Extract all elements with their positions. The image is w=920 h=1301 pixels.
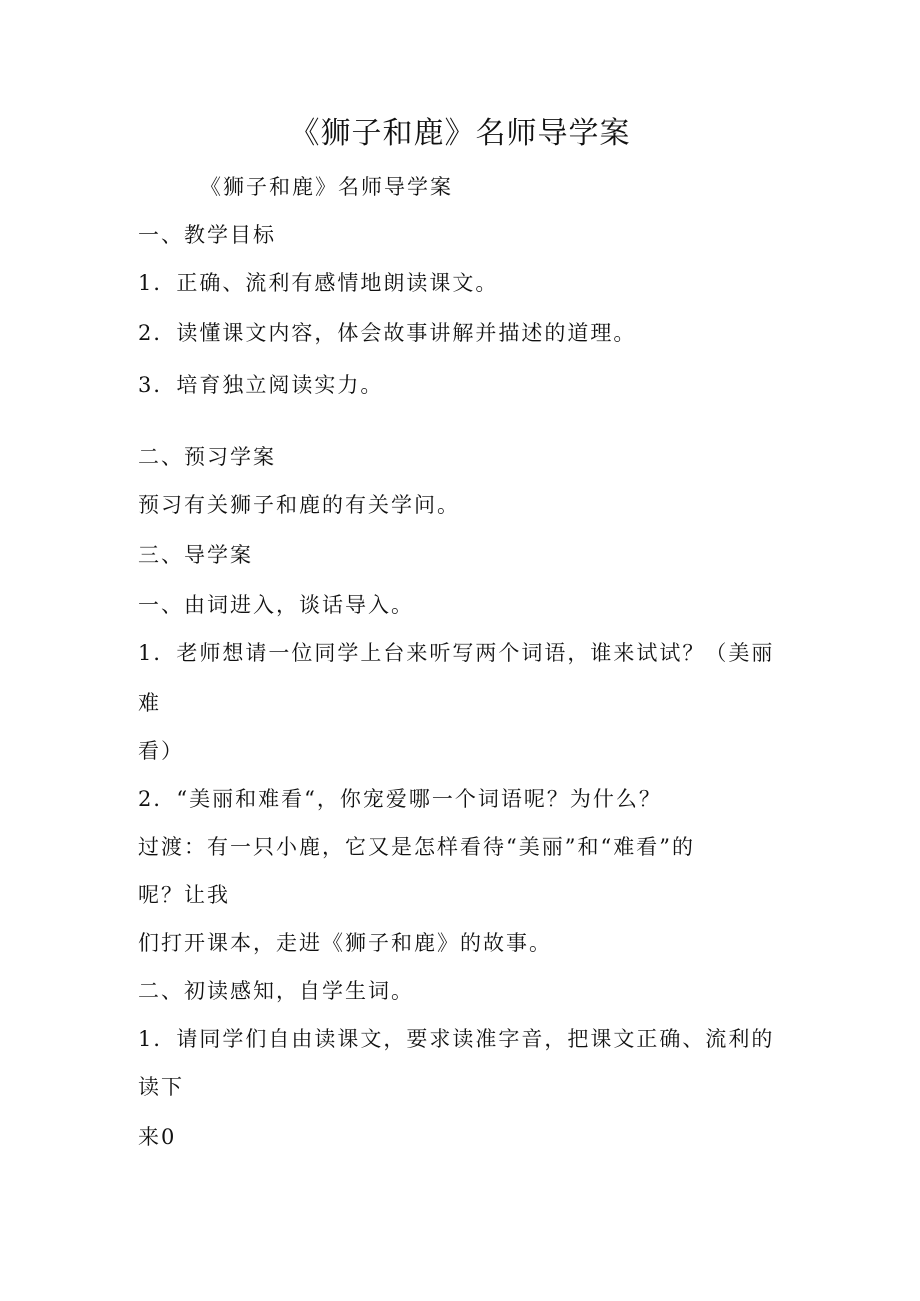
paragraph-line: 2．“美丽和难看“，你宠爱哪一个词语呢？为什么？ <box>138 787 662 811</box>
section-heading-objectives: 一、教学目标 <box>138 223 276 247</box>
paragraph-line: 来0 <box>138 1125 177 1149</box>
step-heading-2: 二、初读感知，自学生词。 <box>138 979 414 1003</box>
preview-text: 预习有关狮子和鹿的有关学问。 <box>138 493 460 517</box>
section-heading-guide: 三、导学案 <box>138 543 253 567</box>
paragraph-line: 读下 <box>138 1075 184 1099</box>
paragraph-line: 难 <box>138 691 161 715</box>
document-title: 《狮子和鹿》名师导学案 <box>289 116 631 151</box>
paragraph-line: 看） <box>138 739 184 763</box>
paragraph-line: 1．请同学们自由读课文，要求读准字音，把课文正确、流利的 <box>138 1027 775 1051</box>
paragraph-line: 过渡：有一只小鹿，它又是怎样看待“美丽”和“难看”的 <box>138 835 695 859</box>
document-subtitle: 《狮子和鹿》名师导学案 <box>200 175 453 199</box>
paragraph-line: 呢？让我 <box>138 883 230 907</box>
objective-item-3: 3．培育独立阅读实力。 <box>138 373 384 397</box>
paragraph-line: 1．老师想请一位同学上台来听写两个词语，谁来试试？（美丽 <box>138 641 775 665</box>
paragraph-line: 们打开课本，走进《狮子和鹿》的故事。 <box>138 931 552 955</box>
objective-item-2: 2．读懂课文内容，体会故事讲解并描述的道理。 <box>138 321 637 345</box>
objective-item-1: 1．正确、流利有感情地朗读课文。 <box>138 271 499 295</box>
section-heading-preview: 二、预习学案 <box>138 445 276 469</box>
step-heading-1: 一、由词进入，谈话导入。 <box>138 593 414 617</box>
